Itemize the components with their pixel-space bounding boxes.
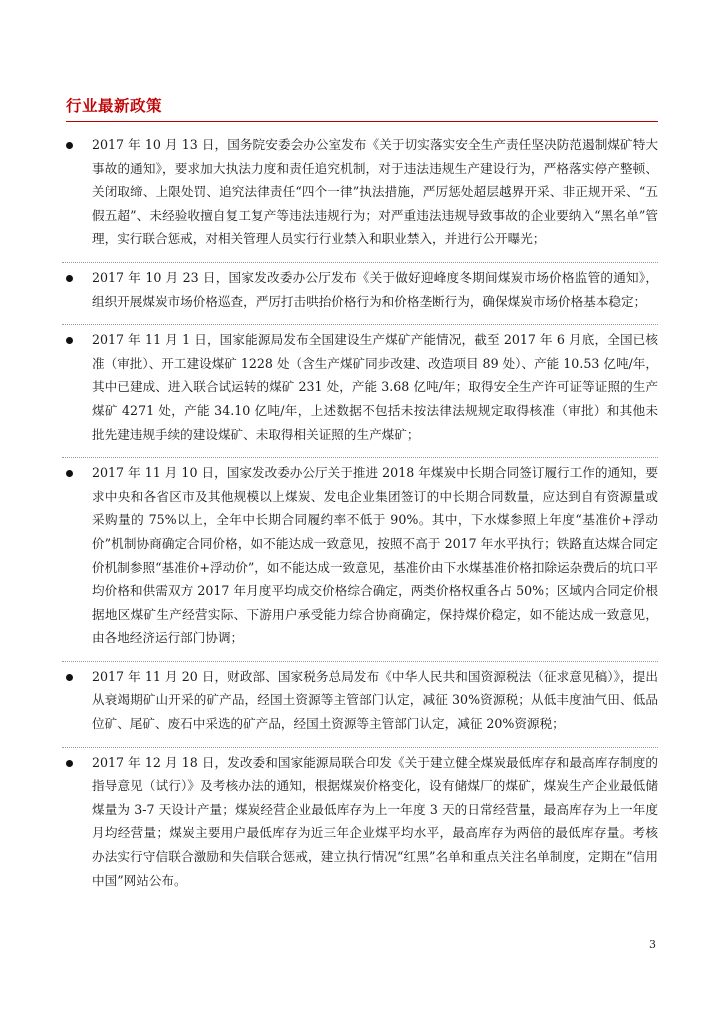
list-item [62,263,658,325]
title-underline [66,121,658,122]
list-item [62,662,658,748]
bullet-icon [66,337,73,344]
list-item [62,458,658,662]
bullet-icon [66,142,73,149]
bullet-icon [66,674,73,681]
bullet-icon [66,760,73,767]
list-item-text: 2017 年 11 月 10 日，国家发改委办公厅关于推进 2018 年煤炭中长期合同签订履行工作的通知，要求中央和各省区市及其他规模以上煤炭、发电企业集团签订的中长期合同数量，应达到自有资源量或采购量的 75%以上，全年中长期合同履约率不低于 90%。其中，下水煤参照上年度“基准价+浮动价”机制协商确定合同价格，如不能达成一致意见，按照不高于 2017 年水平执行；铁路直达煤合同定价机制参照“基准价+浮动价”，如不能达成一致意见，基准价由下水煤基准价格扣除运杂费后的坑口平均价格和供需双方 2017 年月度平均成交价格综合确定，两类价格权重各占 50%；区域内合同定价根据地区煤矿生产经营实际、下游用户承受能力综合协商确定，保持煤价稳定，如不能达成一致意见，由各地经济运行部门协调； [92,465,658,646]
policy-list [62,130,658,903]
list-item-text: 2017 年 12 月 18 日，发改委和国家能源局联合印发《关于建立健全煤炭最低库存和最高库存制度的指导意见（试行）》及考核办法的通知，根据煤炭价格变化，设有储煤厂的煤矿，煤炭生产企业最低储煤量为 3-7 天设计产量；煤炭经营企业最低库存为上一年度 3 天的日常经营量，最高库存为上一年度月均经营量；煤炭主要用户最低库存为近三年企业煤平均水平，最高库存为两倍的最低库存量。考核办法实行守信联合激励和失信联合惩戒，建立执行情况“红黑”名单和重点关注名单制度，定期在“信用中国”网站公布。 [92,754,658,888]
list-item-text: 2017 年 11 月 1 日，国家能源局发布全国建设生产煤矿产能情况，截至 2017 年 6 月底，全国已核准（审批）、开工建设煤矿 1228 处（含生产煤矿同步改建、改造项目 89 处）、产能 10.53 亿吨/年，其中已建成、进入联合试运转的煤矿 231 处，产能 3.68 亿吨/年；取得安全生产许可证等证照的生产煤矿 4271 处，产能 34.10 亿吨/年，上述数据不包括未按法律法规规定取得核准（审批）和其他未批先建违规手续的建设煤矿、未取得相关证照的生产煤矿； [92,332,658,442]
list-item-text: 2017 年 10 月 23 日，国家发改委办公厅发布《关于做好迎峰度冬期间煤炭市场价格监管的通知》，组织开展煤炭市场价格巡查，严厉打击哄抬价格行为和价格垄断行为，确保煤炭市场价格基本稳定； [92,269,658,309]
list-item [62,325,658,458]
section-title: 行业最新政策 [66,97,163,115]
list-item [62,748,658,904]
bullet-icon [66,275,73,282]
bullet-icon [66,470,73,477]
page-number: 3 [649,938,656,951]
list-item-text: 2017 年 11 月 20 日，财政部、国家税务总局发布《中华人民共和国资源税法（征求意见稿）》，提出从衰竭期矿山开采的矿产品，经国土资源等主管部门认定，减征 30%资源税；从低丰度油气田、低品位矿、尾矿、废石中采选的矿产品，经国土资源等主管部门认定，减征 20%资源税； [92,668,658,732]
list-item-text: 2017 年 10 月 13 日，国务院安委会办公室发布《关于切实落实安全生产责任坚决防范遏制煤矿特大事故的通知》，要求加大执法力度和责任追究机制，对于违法违规生产建设行为，严格落实停产整顿、关闭取缔、上限处罚、追究法律责任“四个一律”执法措施，严厉惩处超层越界开采、非正规开采、“五假五超”、未经验收擅自复工复产等违法违规行为；对严重违法违规导致事故的企业要纳入“黑名单”管理，实行联合惩戒，对相关管理人员实行行业禁入和职业禁入，并进行公开曝光； [92,137,658,247]
list-item [62,130,658,263]
